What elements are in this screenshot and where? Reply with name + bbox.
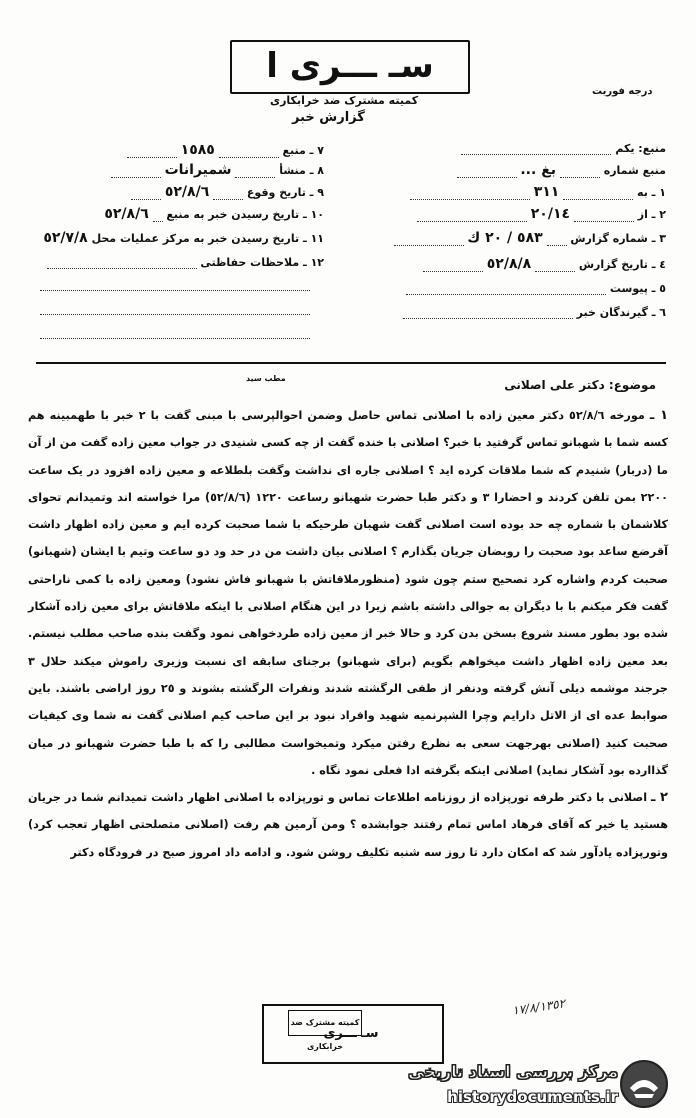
- handwritten-date-note: ١٧/٨/١٣٥٢: [511, 996, 566, 1018]
- form-field: ٣ ـ شماره گزارش ٥٨٣ / ٢٠ ك: [394, 230, 667, 246]
- blank-line: [40, 314, 310, 315]
- form-field: منبع شماره بغ ...: [457, 162, 666, 178]
- organization-name: کمیته مشترک ضد خرابکاری: [270, 94, 419, 107]
- classification-stamp: [230, 40, 470, 94]
- form-field: ٨ ـ منشأ شمیرانات: [24, 162, 324, 178]
- subject-line: موضوع: دکتر علی اصلانی: [504, 378, 656, 392]
- form-field: ٧ ـ منبع ١٥٨٥: [24, 142, 324, 158]
- watermark-url: historydocuments.ir: [447, 1088, 618, 1106]
- form-field: ١٢ ـ ملاحظات حفاظتی: [24, 256, 324, 269]
- form-field: ٢ ـ از ٢٠/١٤: [417, 206, 666, 222]
- report-body: [28, 402, 668, 866]
- paragraph-1: ١ ـ مورخه ٥٢/٨/٦ دکتر معین زاده با اصلانی تماس حاصل وضمن احوالپرسی با مبنی گفت با ٢ خبر با طهمبینه هم کسه شما با شهبانو تماس گرفتید با خبر؟ اصلانی با خنده گفت از چه کسی شنیدی در جواب معین زاده گفت من از آن ما (دربار) شنیدم که شما ملاقات کرده اید ؟ اصلانی جاره ای نداشت وگفت بلطلاعه و معین زاده افزود در یک ساعت ٢٢٠٠ بمن تلفن کردند و احضارا ٣ و دکتر طبا حضرت شهبانو رساعت ١٢٢٠ (٥٢/٨/٦) مرا خواسته اند وتمیدانم تحوای کلاشمان با شماره چه حد بوده است اصلانی گفت شهبان طرحیکه با شما صحبت کرده ایم و معین زاده اظهار داشت آقرضع ساعد بود صحبت را روبضان جریان بگذارم ؟ اصلانی بیان داشت من در حد ود دو ساعت وتیم با ایشان (شهبانو) صحبت کردم واشاره کرد تصحیح ستم چون شود (منظورملاقاتش با شهبانو فاش نشود) ومعین زاده با کمی ناراحتی گفت فکر میکنم با با دیگران به جوالی داشته باشم زیرا در این هنگام اصلانی با اینکه ملاقاتش برای معین زاده آشکار شده بود بطور مسند شروع بسخن بدن کرد و حالا خبر از معین زاده طردخواهی نمود وگفت بنده صاحب مطلب نیستم. بعد معین زاده اظهار داشت میخواهم بگویم (برای شهبانو) برجنای سابقه ای نسبت وزیری راموش میکند حلال ٣ جرجند موشمه دیلی آنش گرفته ودنفر از طفی الرگشته شدند ونفرات الرگشته بشوند و ٢٥ روز اراضی باشند. باین صوابط عده ای از الاتل دارایم وچرا الشپرنمیه شهید وافراد نبود بر این صاحب کیم اصلانی گفت نه شما وی کیفیات صحبت کنید (اصلانی بهرجهت سعی به نظرع رفتن میکرد وتمیخواست مطالبی را که با طبا حضرت شهبانو در میان گذاارده بود آشکار نماید) اصلانی اینکه بگرفته ادا فعلی نمود نگاه .: [28, 408, 668, 777]
- form-field: منبع: یکم: [461, 142, 666, 155]
- watermark-logo-icon: [618, 1058, 670, 1110]
- bottom-stamp-label: کمیته مشترک ضد خرابکاری: [288, 1010, 362, 1036]
- form-field: ١ ـ به ٣١١: [410, 184, 666, 200]
- form-field: ٤ ـ تاریخ گزارش ٥٢/٨/٨: [423, 256, 666, 272]
- paragraph-2: ٢ ـ اصلانی با دکتر طرفه تورپزاده از روزنامه اطلاعات تماس و تورپزاده با اصلانی اظهار داشت تمیدانم شما در جریان هستید یا خیر که آقای فرهاد اماس تمام رفتند جوابشده ؟ ومن آرمین هم رفت (اصلانی متصلحتی اظهار تعجب کرد) وتورپزاده یادآور شد که امکان دارد تا روز سه شنبه تکلیف روشن شود. و ادامه داد امروز صبح در فرودگاه دکتر: [28, 790, 668, 859]
- watermark-name: مرکز بررسی اسناد تاریخی: [408, 1062, 618, 1081]
- blank-line: [40, 338, 310, 339]
- form-field: ٥ ـ پیوست: [406, 282, 666, 295]
- form-field: ١٠ ـ تاریخ رسیدن خبر به منبع ٥٢/٨/٦: [104, 206, 324, 222]
- header-divider: [36, 362, 666, 364]
- form-field: ١١ ـ تاریخ رسیدن خبر به مرکز عملیات محل ٥٢/٧/٨: [43, 230, 324, 246]
- form-field: ٦ ـ گیرندگان خبر: [403, 306, 666, 319]
- bottom-stamp-text: سـ ـــرى: [323, 1026, 379, 1041]
- subject-side-note: مطب سید: [246, 374, 286, 383]
- classification-stamp-text: سـ ـــری ا: [266, 46, 434, 86]
- form-field: ٩ ـ تاریخ وقوع ٥٢/٨/٦: [24, 184, 324, 200]
- urgency-label: درجه فوریت: [592, 86, 653, 97]
- report-type: گزارش خبر: [292, 110, 365, 125]
- blank-line: [40, 290, 310, 291]
